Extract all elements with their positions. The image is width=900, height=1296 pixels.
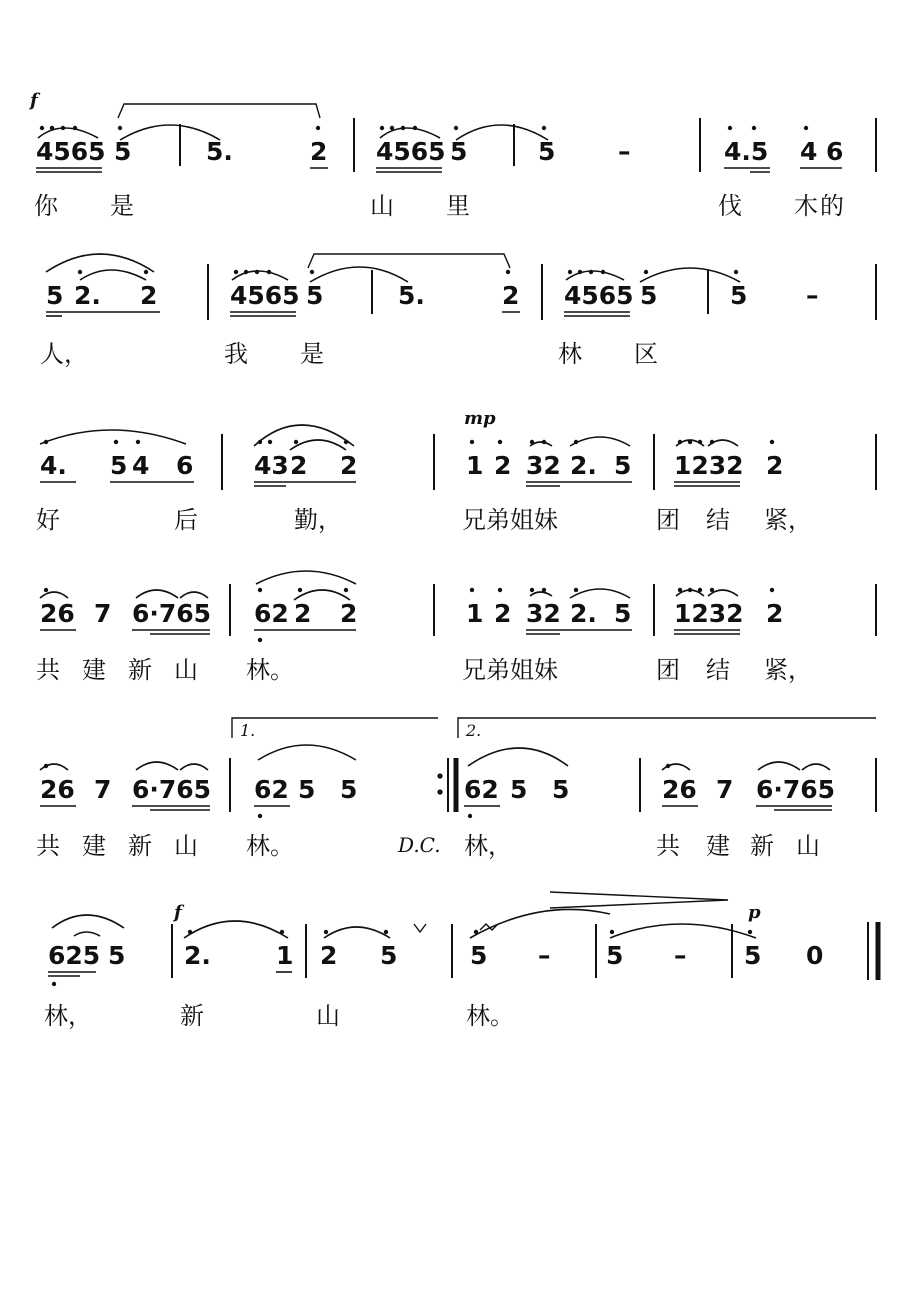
note: –: [806, 281, 819, 310]
note: –: [674, 941, 687, 970]
slur: [180, 592, 208, 598]
slur: [310, 267, 408, 282]
volta-2-label: 2.: [466, 721, 482, 740]
slur: [290, 440, 346, 450]
note: –: [618, 137, 631, 166]
slur: [258, 745, 356, 760]
octave-dot: [44, 764, 48, 768]
note: 5: [380, 941, 398, 970]
lyric: 我: [224, 340, 248, 368]
note: 6·765: [132, 775, 212, 804]
tie-bracket: [308, 254, 510, 268]
note: 5: [108, 941, 126, 970]
octave-dot: [244, 270, 248, 274]
note: 43: [254, 451, 289, 480]
note: 6·765: [756, 775, 836, 804]
lyric: 你: [34, 192, 58, 220]
note: 26: [662, 775, 697, 804]
note: 5: [614, 451, 632, 480]
lyric: 的: [820, 192, 844, 220]
octave-dot: [698, 440, 702, 444]
note: 1232: [674, 599, 744, 628]
octave-dot: [258, 588, 262, 592]
lyric: 林，: [464, 832, 512, 860]
octave-dot: [61, 126, 65, 130]
lyric: 木: [794, 192, 818, 220]
note: 5: [510, 775, 528, 804]
repeat-dot: [437, 773, 442, 778]
lyric: 兄弟姐妹: [462, 506, 558, 534]
note: 4: [132, 451, 150, 480]
octave-dot: [44, 588, 48, 592]
note: 2.: [570, 451, 597, 480]
octave-dot: [310, 270, 314, 274]
note: 2: [766, 599, 784, 628]
octave-dot: [804, 126, 808, 130]
lyric: 建: [82, 656, 106, 684]
octave-dot: [601, 270, 605, 274]
slur: [40, 592, 68, 598]
slur: [802, 764, 830, 770]
octave-dot: [678, 440, 682, 444]
lyric: 共: [656, 832, 680, 860]
note: 7: [94, 599, 112, 628]
note: 26: [40, 599, 75, 628]
note: 2: [310, 137, 328, 166]
note: 2: [340, 599, 358, 628]
octave-dot: [280, 930, 284, 934]
slur: [456, 125, 548, 140]
note: 5: [110, 451, 128, 480]
note: 62: [254, 599, 289, 628]
octave-dot: [770, 588, 774, 592]
staff-row-5: [36, 718, 876, 860]
octave-dot: [698, 588, 702, 592]
octave-dot: [78, 270, 82, 274]
staff-row-3: [36, 408, 876, 534]
octave-dot: [234, 270, 238, 274]
note: 4565: [376, 137, 446, 166]
dynamic-mark: f: [174, 902, 182, 923]
note: 5: [340, 775, 358, 804]
octave-dot: [578, 270, 582, 274]
note: 625: [48, 941, 101, 970]
octave-dot: [52, 982, 56, 986]
slur: [232, 271, 288, 280]
note: 5: [306, 281, 324, 310]
note: 6: [176, 451, 194, 480]
octave-dot: [468, 814, 472, 818]
lyric: 林。: [466, 1002, 514, 1030]
octave-dot: [610, 930, 614, 934]
note: 26: [40, 775, 75, 804]
note: 2: [290, 451, 308, 480]
slur: [80, 270, 146, 280]
breath-mark: [414, 924, 426, 932]
note: 62: [254, 775, 289, 804]
slur: [256, 571, 356, 584]
lyric: 人，: [40, 340, 88, 368]
note: 2: [502, 281, 520, 310]
note: 4.5: [724, 137, 769, 166]
note: 6·765: [132, 599, 212, 628]
octave-dot: [530, 588, 534, 592]
lyric: 勤，: [294, 506, 342, 534]
note: 32: [526, 451, 561, 480]
octave-dot: [710, 588, 714, 592]
octave-dot: [666, 764, 670, 768]
lyric: 新: [180, 1002, 204, 1030]
octave-dots: [40, 126, 808, 986]
octave-dot: [298, 588, 302, 592]
note: 7: [94, 775, 112, 804]
slur: [324, 927, 390, 938]
octave-dot: [118, 126, 122, 130]
lyric: 结: [706, 656, 730, 684]
note: 5: [538, 137, 556, 166]
octave-dot: [258, 814, 262, 818]
lyric: 林。: [246, 832, 294, 860]
lyric: 团: [656, 506, 680, 534]
note: 4565: [230, 281, 300, 310]
octave-dot: [136, 440, 140, 444]
octave-dot: [498, 588, 502, 592]
note: 7: [716, 775, 734, 804]
note: 2: [320, 941, 338, 970]
lyric: 山: [316, 1002, 340, 1030]
note: 5: [552, 775, 570, 804]
lyric: 是: [110, 192, 134, 220]
octave-dot: [470, 588, 474, 592]
note: 2: [140, 281, 158, 310]
note: 4565: [564, 281, 634, 310]
note: 5: [606, 941, 624, 970]
slur: [46, 254, 154, 272]
note: 5: [470, 941, 488, 970]
staff-row-4: [36, 571, 876, 684]
octave-dot: [542, 126, 546, 130]
octave-dot: [728, 126, 732, 130]
octave-dot: [267, 270, 271, 274]
slur: [640, 268, 740, 282]
slur: [180, 764, 208, 770]
volta-1-label: 1.: [240, 721, 256, 740]
lyric: 建: [706, 832, 730, 860]
note: 5: [744, 941, 762, 970]
slur: [758, 762, 800, 770]
lyric: 后: [174, 506, 198, 534]
octave-dot: [710, 440, 714, 444]
dynamic-mark: mp: [464, 408, 496, 429]
octave-dot: [344, 588, 348, 592]
note: 4: [800, 137, 818, 166]
octave-dot: [380, 126, 384, 130]
lyric: 里: [446, 192, 470, 220]
octave-dot: [678, 588, 682, 592]
note: 5.: [206, 137, 233, 166]
slur: [610, 924, 756, 938]
note: 4565: [36, 137, 106, 166]
lyric: 新: [128, 656, 152, 684]
slur: [136, 762, 178, 770]
lyric: 区: [634, 340, 658, 368]
slur: [184, 921, 288, 938]
lyric: 共: [36, 656, 60, 684]
octave-dot: [770, 440, 774, 444]
octave-dot: [568, 270, 572, 274]
da-capo-mark: D.C.: [398, 833, 441, 857]
slur: [570, 589, 630, 598]
lyric: 团: [656, 656, 680, 684]
slur: [120, 125, 220, 140]
dynamic-mark: f: [30, 90, 38, 111]
lyric: 兄弟姐妹: [462, 656, 558, 684]
note: 2: [340, 451, 358, 480]
note: 32: [526, 599, 561, 628]
octave-dot: [268, 440, 272, 444]
note: 2.: [184, 941, 211, 970]
note: 5: [614, 599, 632, 628]
note: 5: [640, 281, 658, 310]
lyric: 山: [796, 832, 820, 860]
octave-dot: [40, 126, 44, 130]
octave-dot: [542, 440, 546, 444]
octave-dot: [390, 126, 394, 130]
octave-dot: [73, 126, 77, 130]
slur: [136, 590, 178, 598]
octave-dot: [401, 126, 405, 130]
note: 5: [450, 137, 468, 166]
note: 2: [294, 599, 312, 628]
slur: [40, 430, 186, 444]
lyric: 林: [558, 340, 582, 368]
lyric: 结: [706, 506, 730, 534]
lyric: 山: [174, 656, 198, 684]
volta-1-bracket: [232, 718, 438, 738]
octave-dot: [114, 440, 118, 444]
note: 0: [806, 941, 824, 970]
octave-dot: [542, 588, 546, 592]
decrescendo-hairpin: [550, 892, 728, 908]
octave-dot: [574, 440, 578, 444]
octave-dot: [470, 440, 474, 444]
note: 1: [466, 451, 484, 480]
staff-row-2: [40, 254, 876, 368]
staff-row-1: [28, 90, 876, 220]
octave-dot: [258, 638, 262, 642]
note: 1: [276, 941, 294, 970]
slur: [52, 915, 124, 928]
slur: [468, 748, 568, 766]
lyric: 是: [300, 340, 324, 368]
note: –: [538, 941, 551, 970]
octave-dot: [688, 588, 692, 592]
note: 5: [298, 775, 316, 804]
note: 5: [730, 281, 748, 310]
octave-dot: [748, 930, 752, 934]
octave-dot: [506, 270, 510, 274]
note: 1: [466, 599, 484, 628]
octave-dot: [454, 126, 458, 130]
dynamic-mark: p: [748, 902, 761, 923]
octave-dot: [688, 440, 692, 444]
note: 4.: [40, 451, 67, 480]
lyric: 伐: [718, 192, 742, 220]
octave-dot: [498, 440, 502, 444]
octave-dot: [530, 440, 534, 444]
lyric: 紧，: [764, 506, 812, 534]
slur: [470, 909, 610, 938]
lyric: 林。: [246, 656, 294, 684]
note: 5: [114, 137, 132, 166]
repeat-dot: [437, 789, 442, 794]
lyric: 新: [750, 832, 774, 860]
note: 2.: [570, 599, 597, 628]
lyric: 共: [36, 832, 60, 860]
octave-dot: [188, 930, 192, 934]
slur: [570, 437, 630, 446]
octave-dot: [574, 588, 578, 592]
octave-dot: [413, 126, 417, 130]
staff-row-6: [44, 892, 878, 1030]
tie-bracket: [118, 104, 320, 118]
octave-dot: [344, 440, 348, 444]
octave-dot: [255, 270, 259, 274]
slur: [74, 932, 100, 936]
note: 1232: [674, 451, 744, 480]
octave-dot: [734, 270, 738, 274]
octave-dot: [144, 270, 148, 274]
octave-dot: [384, 930, 388, 934]
lyric: 山: [370, 192, 394, 220]
octave-dot: [474, 930, 478, 934]
note: 2: [766, 451, 784, 480]
note: 2: [494, 599, 512, 628]
slur: [530, 592, 552, 596]
lyric: 山: [174, 832, 198, 860]
volta-2-bracket: [458, 718, 876, 738]
lyric: 好: [36, 506, 60, 534]
octave-dot: [294, 440, 298, 444]
note: 6: [826, 137, 844, 166]
note: 5.: [398, 281, 425, 310]
octave-dot: [258, 440, 262, 444]
octave-dot: [44, 440, 48, 444]
octave-dot: [50, 126, 54, 130]
note: 62: [464, 775, 499, 804]
note: 2.: [74, 281, 101, 310]
octave-dot: [589, 270, 593, 274]
lyric: 林，: [44, 1002, 92, 1030]
octave-dot: [752, 126, 756, 130]
octave-dot: [316, 126, 320, 130]
octave-dot: [324, 930, 328, 934]
note: 5: [46, 281, 64, 310]
note: 2: [494, 451, 512, 480]
octave-dot: [644, 270, 648, 274]
slur: [566, 271, 624, 280]
lyric: 紧，: [764, 656, 812, 684]
lyric: 建: [82, 832, 106, 860]
lyric: 新: [128, 832, 152, 860]
